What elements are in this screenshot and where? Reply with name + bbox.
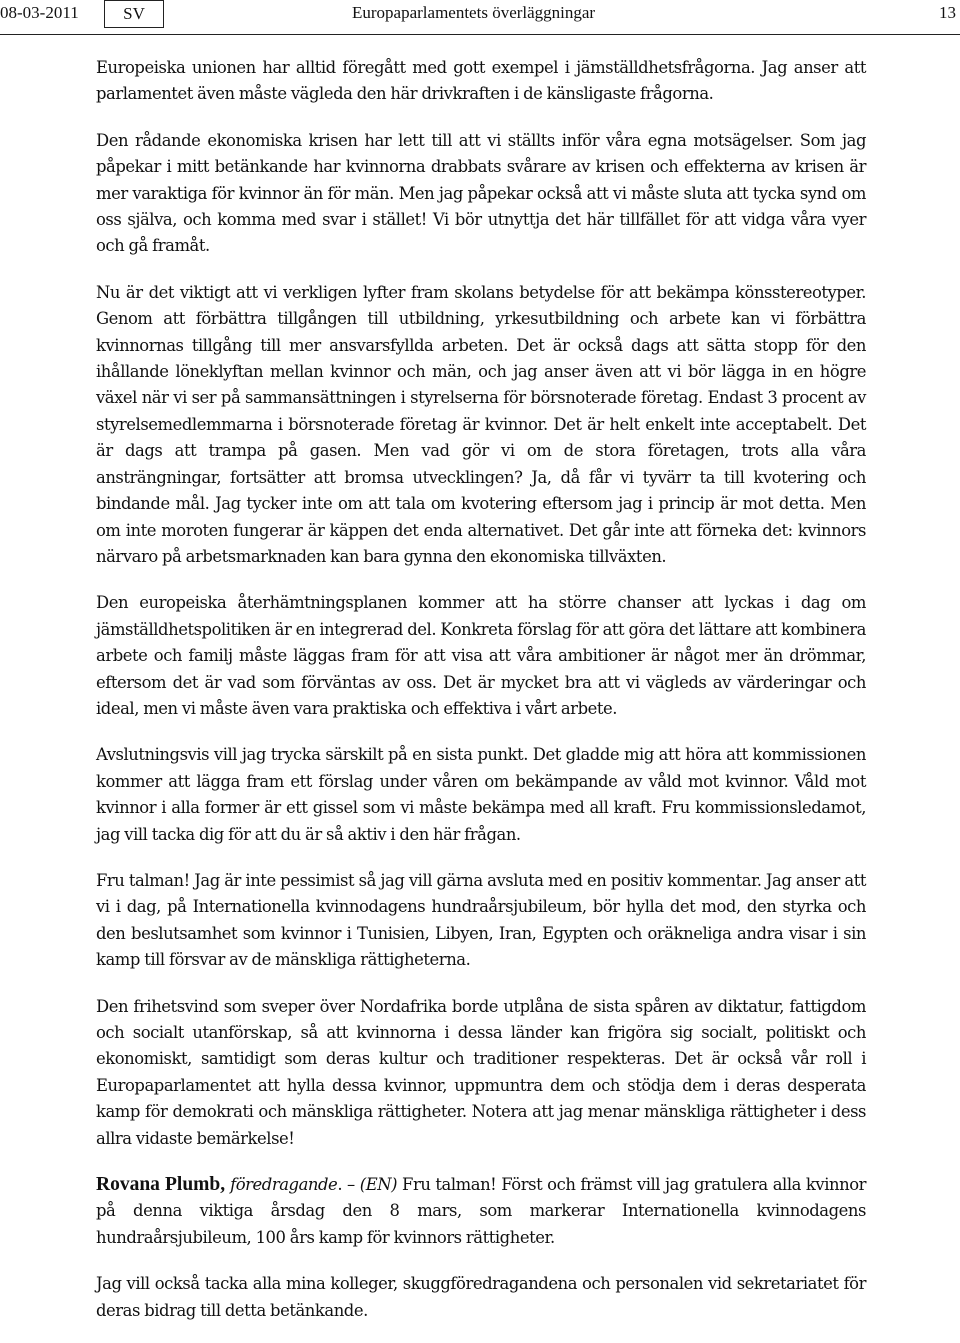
speaker-name: Rovana Plumb, <box>96 1174 226 1196</box>
paragraph: Avslutningsvis vill jag trycka särskilt på en sista punkt. Det gladde mig att höra att kommissionen kommer att lägga fram ett förslag under våren om bekämpande av våld mot kvinnor. Våld mot kvinnor i alla former är ett gissel som vi måste bekämpa med all kraft. Fru kommissionsledamot, jag vill tacka dig för att du är så aktiv i den här frågan. <box>96 745 866 844</box>
paragraph: Fru talman! Jag är inte pessimist så jag vill gärna avsluta med en positiv kommentar. Jag anser att vi i dag, på Internationella kvinnodagens hundraårsjubileum, bör hylla det mod, den styrka och den beslutsamhet som kvinnor i Tunisien, Libyen, Iran, Egypten och oräkneliga andra visar i sin kamp till försvar av de mänskliga rättigheterna. <box>96 870 866 970</box>
speech-paragraph <box>96 1172 866 1251</box>
paragraph: Den rådande ekonomiska krisen har lett till att vi ställts inför våra egna motsägelser. Som jag påpekar i mitt betänkande har kvinnorna drabbats svårare av krisen och effekterna av krisen är mer varaktiga för kvinnor än för män. Men jag påpekar också att vi måste sluta att tycka synd om oss själva, och komma med svar i stället! Vi bör utnyttja det här tillfället för att vidga våra vyer och gå framåt. <box>96 130 866 256</box>
speech-separator: . – <box>337 1175 360 1195</box>
paragraph: Nu är det viktigt att vi verkligen lyfter fram skolans betydelse för att bekämpa könsstereotyper. Genom att förbättra tillgången till utbildning, yrkesutbildning och arbete kan vi förbättra kvinnornas tillgång till mer ansvarsfyllda arbeten. Det är också dags att sätta stopp för den ihållande löneklyftan mellan kvinnor och män, och jag anser även att vi bör lägga in en högre växel när vi ser på sammansättningen i styrelserna för börsnoterade företag. Endast 3 procent av styrelsemedlemmarna i börsnoterade företag är kvinnor. Det är helt enkelt inte acceptabelt. Det är dags att trampa på gasen. Men vad gör vi om de stora företagen, trots alla våra ansträngningar, fortsätter att bromsa utvecklingen? Ja, då får vi tyvärr ta till kvotering och bindande mål. Jag tycker inte om att tala om kvotering eftersom jag i princip är mot detta. Men om inte moroten fungerar är käppen det enda alternativet. Det går inte att förneka det: kvinnors närvaro på arbetsmarknaden kan bara gynna den ekonomiska tillväxten. <box>96 282 866 566</box>
header-date: 08-03-2011 <box>0 3 79 22</box>
speech-language: (EN) <box>359 1175 398 1195</box>
document-body <box>96 55 866 1324</box>
paragraph: Den frihetsvind som sveper över Nordafrika borde utplåna de sista spåren av diktatur, fattigdom och socialt utanförskap, så att kvinnorna i dessa länder kan frigöra sig socialt, politiskt och ekonomiskt, samtidigt som deras kultur och traditioner respekteras. Det är också vår roll i Europaparlamentet att hylla dessa kvinnor, uppmuntra dem och stödja dem i deras desperata kamp för demokrati och mänskliga rättigheter. Notera att jag menar mänskliga rättigheter i dess allra vidaste bemärkelse! <box>96 996 866 1148</box>
paragraph: Den europeiska återhämtningsplanen kommer att ha större chanser att lyckas i dag om jämställdhetspolitiken är en integrerad del. Konkreta förslag för att göra det lättare att kombinera arbete och familj måste läggas fram för att visa att våra ambitioner är något mer än drömmar, eftersom det är vad som förväntas av oss. Det är mycket bra att vi vägleds av värderingar och ideal, men vi måste även vara praktiska och effektiva i vårt arbete. <box>96 593 866 718</box>
speaker-role: föredragande <box>230 1175 338 1195</box>
paragraph: Europeiska unionen har alltid föregått med gott exempel i jämställdhetsfrågorna. Jag anser att parlamentet även måste vägleda den här drivkraften i de känsligaste frågorna. <box>96 58 866 104</box>
header-title: Europaparlamentets överläggningar <box>352 3 596 22</box>
page-number: 13 <box>939 3 956 22</box>
closing-paragraph: Jag vill också tacka alla mina kolleger, skuggföredragandena och personalen vid sekretariatet för deras bidrag till detta betänkande. <box>96 1274 866 1320</box>
page-header <box>0 0 960 35</box>
language-badge: SV <box>104 0 164 28</box>
speech-text: Fru talman! Först och främst vill jag gratulera alla kvinnor på denna viktiga årsdag den 8 mars, som markerar Internationella kvinnodagens hundraårsjubileum, 100 års kamp för kvinnors rättigheter. <box>96 1175 866 1247</box>
